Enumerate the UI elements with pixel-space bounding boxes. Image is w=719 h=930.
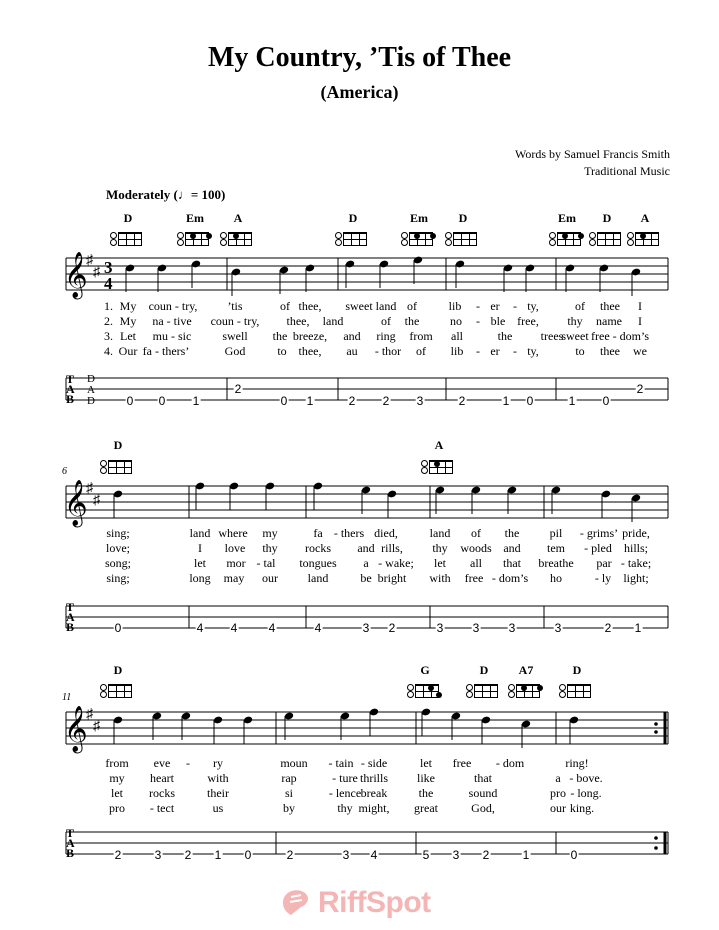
tempo-bpm: = 100 [190,187,222,202]
tab-clef-letter: T [66,600,75,614]
lyric-syllable: sweet [345,299,373,313]
lyric-syllable: Our [118,344,138,358]
lyric-syllable: ho [550,571,562,585]
tab-fret-number: 1 [502,394,510,408]
lyric-syllable: us [212,801,224,815]
chord-name: Em [410,211,428,225]
lyric-syllable: may [223,571,245,585]
lyric-syllable: let [434,556,446,570]
tab-fret-number: 4 [314,621,322,635]
lyric-syllable: I [198,541,202,555]
lyric-syllable: no [450,314,462,328]
sharp-icon: ♯ [93,493,100,508]
lyric-syllable: I [638,299,642,313]
lyric-syllable: died, [374,526,398,540]
lyric-syllable: fa - thers’ [142,344,190,358]
lyric-syllable: - lence [328,786,362,800]
lyric-syllable: with [207,771,229,785]
tempo-text: Moderately [106,187,171,202]
tab-fret-number: 0 [280,394,288,408]
tab-fret-number: 0 [114,621,122,635]
lyric-syllable: mu - sic [152,329,192,343]
lyric-syllable: thy [262,541,278,555]
lyric-syllable: a [555,771,561,785]
lyric-syllable: land [189,526,211,540]
lyric-syllable: song; [104,556,132,570]
lyric-syllable: the [272,329,288,343]
tab-fret-number: 5 [422,848,430,862]
lyric-syllable: - [513,299,517,313]
lyric-syllable: 2. [104,314,113,328]
lyric-syllable: all [451,329,463,343]
lyric-syllable: free [452,756,472,770]
song-title: My Country, ’Tis of Thee [207,42,512,73]
lyric-syllable: woods [460,541,492,555]
lyric-syllable: thee, [298,344,322,358]
sharp-icon: ♯ [93,265,100,280]
lyric-syllable: ble [490,314,506,328]
lyric-syllable: our [550,801,566,815]
lyric-syllable: - thers [333,526,365,540]
riffspot-logo-icon [277,883,313,919]
lyric-syllable: par [596,556,612,570]
tab-fret-number: 0 [158,394,166,408]
lyric-syllable: mor [226,556,246,570]
chord-name: D [602,211,612,225]
lyric-syllable: - take; [620,556,652,570]
chord-name: G [420,663,430,677]
treble-clef-icon: 𝄞 [64,480,88,525]
lyric-syllable: rocks [305,541,331,555]
lyric-syllable: 1. [104,299,113,313]
lyric-syllable: of [280,299,290,313]
lyric-syllable: My [119,314,137,328]
lyric-syllable: ring! [565,756,589,770]
chord-name: D [123,211,133,225]
lyric-syllable: breathe [538,556,574,570]
lyric-syllable: God, [471,801,495,815]
tab-fret-number: 4 [370,848,378,862]
lyric-syllable: 3. [104,329,113,343]
tab-fret-number: 1 [214,848,222,862]
lyric-syllable: to [277,344,287,358]
sharp-icon: ♯ [93,719,100,734]
tab-fret-number: 0 [244,848,252,862]
sharp-icon: ♯ [86,707,93,722]
lyric-syllable: 4. [104,344,113,358]
lyric-syllable: land [307,571,329,585]
lyric-syllable: thee, [286,314,310,328]
tab-fret-number: 1 [192,394,200,408]
lyric-syllable: let [420,756,432,770]
lyric-syllable: long [189,571,211,585]
treble-clef-icon: 𝄞 [64,706,88,751]
lyric-syllable: we [633,344,647,358]
lyric-syllable: au [346,344,358,358]
tab-fret-number: 3 [436,621,444,635]
tab-fret-number: 3 [472,621,480,635]
tab-clef-letter: B [66,620,75,634]
lyric-syllable: bright [377,571,407,585]
tab-fret-number: 3 [508,621,516,635]
lyric-syllable: trees [540,329,564,343]
lyric-syllable: ry [213,756,223,770]
tab-clef-letter: B [66,392,75,406]
chord-name: A7 [518,663,534,677]
tab-clef-letter: A [66,382,75,396]
tuning-note: D [87,373,95,385]
lyric-syllable: breeze, [292,329,328,343]
lyric-syllable: ring [376,329,396,343]
lyric-syllable: the [497,329,513,343]
lyric-syllable: the [418,786,434,800]
lyric-syllable: rap [281,771,297,785]
lyric-syllable: where [218,526,248,540]
lyric-syllable: land [375,299,397,313]
tab-fret-number: 2 [184,848,192,862]
lyric-syllable: Let [120,329,136,343]
lyric-syllable: let [111,786,123,800]
chord-name: Em [186,211,204,225]
lyric-syllable: their [207,786,229,800]
tab-fret-number: 4 [230,621,238,635]
lyric-syllable: my [262,526,278,540]
lyric-syllable: heart [150,771,174,785]
lyric-syllable: tem [547,541,565,555]
lyric-syllable: - long. [570,786,602,800]
tab-clef-letter: A [66,610,75,624]
lyric-syllable: - [513,344,517,358]
tab-clef-letter: T [66,826,75,840]
lyric-syllable: light; [623,571,649,585]
tab-fret-number: 1 [306,394,314,408]
lyric-syllable: - [186,756,190,770]
music-credit: Traditional Music [584,164,670,178]
lyric-syllable: like [417,771,435,785]
tab-clef-letter: T [66,372,75,386]
tab-fret-number: 3 [342,848,350,862]
tempo-marking: Moderately (♩= 100) [106,187,226,202]
lyric-syllable: - thor [374,344,402,358]
tab-fret-number: 3 [554,621,562,635]
lyric-syllable: and [357,541,375,555]
lyric-syllable: coun - try, [148,299,198,313]
measure-number-11: 11 [62,692,72,703]
lyric-syllable: thee [600,299,620,313]
chord-name: D [348,211,358,225]
tab-fret-number: 0 [602,394,610,408]
lyric-syllable: from [409,329,433,343]
lyric-syllable: pil [549,526,563,540]
lyric-syllable: moun [280,756,308,770]
lyric-syllable: thy [432,541,448,555]
tab-fret-number: 4 [196,621,204,635]
chord-name: D [458,211,468,225]
lyric-syllable: ty, [527,299,539,313]
lyric-syllable: sound [468,786,498,800]
lyric-syllable: swell [222,329,248,343]
lyric-syllable: love; [106,541,130,555]
sharp-icon: ♯ [86,481,93,496]
tab-fret-number: 2 [388,621,396,635]
chord-name: D [572,663,582,677]
time-signature-top: 3 [104,258,113,277]
repeat-dot [654,730,658,734]
tab-clef-letter: B [66,846,75,860]
lyric-syllable: and [503,541,521,555]
lyric-syllable: free - dom’s [591,329,649,343]
lyric-syllable: a [363,556,369,570]
lyric-syllable: let [194,556,206,570]
repeat-dot [654,846,658,850]
lyric-syllable: na - tive [152,314,192,328]
lyric-syllable: lib [450,344,464,358]
lyric-syllable: hills; [623,541,649,555]
lyric-syllable: pro [109,801,125,815]
lyric-syllable: free, [517,314,539,328]
lyric-syllable: thee, [298,299,322,313]
repeat-dot [654,722,658,726]
lyric-syllable: of [471,526,481,540]
lyric-syllable: love [224,541,246,555]
lyric-syllable: of [381,314,391,328]
lyric-syllable: er [490,344,500,358]
lyric-syllable: lib [448,299,462,313]
lyric-syllable: of [416,344,426,358]
lyric-syllable: eve [153,756,171,770]
lyric-syllable: to [575,344,585,358]
tab-fret-number: 4 [268,621,276,635]
tab-fret-number: 1 [568,394,576,408]
lyric-syllable: name [596,314,622,328]
tab-fret-number: 3 [416,394,424,408]
sharp-icon: ♯ [86,253,93,268]
chord-name: D [113,438,123,452]
lyric-syllable: land [322,314,344,328]
lyric-syllable: thrills [359,771,389,785]
tuning-note: A [87,384,95,396]
lyric-syllable: by [283,801,295,815]
lyric-syllable: rills, [381,541,403,555]
chord-name: D [479,663,489,677]
lyric-syllable: thy [567,314,583,328]
lyric-syllable: with [429,571,451,585]
tab-fret-number: 3 [362,621,370,635]
tab-fret-number: 2 [458,394,466,408]
tab-fret-number: 3 [452,848,460,862]
quarter-note-icon: ♩ [177,187,191,202]
lyric-syllable: si [284,786,294,800]
lyric-syllable: fa [313,526,323,540]
lyric-syllable: - tain [328,756,354,770]
treble-clef-icon: 𝄞 [64,252,88,297]
lyric-syllable: - grims’ [579,526,619,540]
lyric-syllable: thee [600,344,620,358]
lyric-syllable: ’tis [227,299,243,313]
lyric-syllable: that [474,771,492,785]
tab-fret-number: 2 [114,848,122,862]
tab-fret-number: 0 [126,394,134,408]
lyric-syllable: coun - try, [210,314,260,328]
chord-name: A [233,211,243,225]
tab-fret-number: 0 [526,394,534,408]
lyric-syllable: and [343,329,361,343]
lyric-syllable: - [476,344,480,358]
lyric-syllable: - pled [584,541,612,555]
lyric-syllable: break [360,786,388,800]
lyric-syllable: king. [569,801,595,815]
tab-fret-number: 1 [522,848,530,862]
tab-fret-number: 2 [482,848,490,862]
lyric-syllable: my [109,771,125,785]
chord-name: Em [558,211,576,225]
lyric-syllable: the [404,314,420,328]
chord-name: A [640,211,650,225]
lyric-syllable: pride, [622,526,650,540]
repeat-dot [654,836,658,840]
lyric-syllable: thy [337,801,353,815]
tab-fret-number: 2 [286,848,294,862]
lyric-syllable: the [504,526,520,540]
lyric-syllable: - wake; [378,556,414,570]
lyric-syllable: be [360,571,372,585]
tab-fret-number: 2 [348,394,356,408]
lyric-syllable: might, [358,801,390,815]
lyric-syllable: - dom [495,756,525,770]
tab-fret-number: 2 [604,621,612,635]
lyric-syllable: all [470,556,482,570]
tab-fret-number: 3 [154,848,162,862]
tab-fret-number: 0 [570,848,578,862]
brand-watermark: RiffSpot [318,886,431,919]
measure-number-6: 6 [62,466,67,477]
lyric-syllable: sing; [106,526,130,540]
tuning-note: D [87,395,95,407]
lyric-syllable: - dom’s [491,571,529,585]
chord-name: D [113,663,123,677]
lyric-syllable: - ture [332,771,358,785]
lyric-syllable: tongues [299,556,337,570]
lyric-syllable: from [105,756,129,770]
lyric-syllable: - tect [149,801,175,815]
lyric-syllable: sing; [106,571,130,585]
lyric-syllable: land [429,526,451,540]
chord-name: A [434,438,444,452]
tab-fret-number: 2 [636,382,644,396]
time-signature-bottom: 4 [104,274,113,293]
lyric-syllable: of [575,299,585,313]
lyric-syllable: I [638,314,642,328]
words-credit: Words by Samuel Francis Smith [514,147,670,161]
tab-clef-letter: A [66,836,75,850]
lyric-syllable: free [464,571,484,585]
lyric-syllable: - bove. [569,771,603,785]
lyric-syllable: - [476,299,480,313]
lyric-syllable: - tal [256,556,276,570]
lyric-syllable: of [407,299,417,313]
lyric-syllable: that [503,556,521,570]
lyric-syllable: - ly [594,571,612,585]
lyric-syllable: God [224,344,246,358]
lyric-syllable: rocks [149,786,175,800]
lyric-syllable: pro [550,786,566,800]
lyric-syllable: - [476,314,480,328]
lyric-syllable: great [414,801,438,815]
lyric-syllable: sweet [561,329,589,343]
lyric-syllable: - side [360,756,388,770]
tab-fret-number: 2 [382,394,390,408]
lyric-syllable: ty, [527,344,539,358]
lyric-syllable: My [119,299,137,313]
song-subtitle: (America) [320,82,399,102]
tab-fret-number: 2 [234,382,242,396]
lyric-syllable: our [262,571,278,585]
tab-fret-number: 1 [634,621,642,635]
lyric-syllable: er [490,299,500,313]
